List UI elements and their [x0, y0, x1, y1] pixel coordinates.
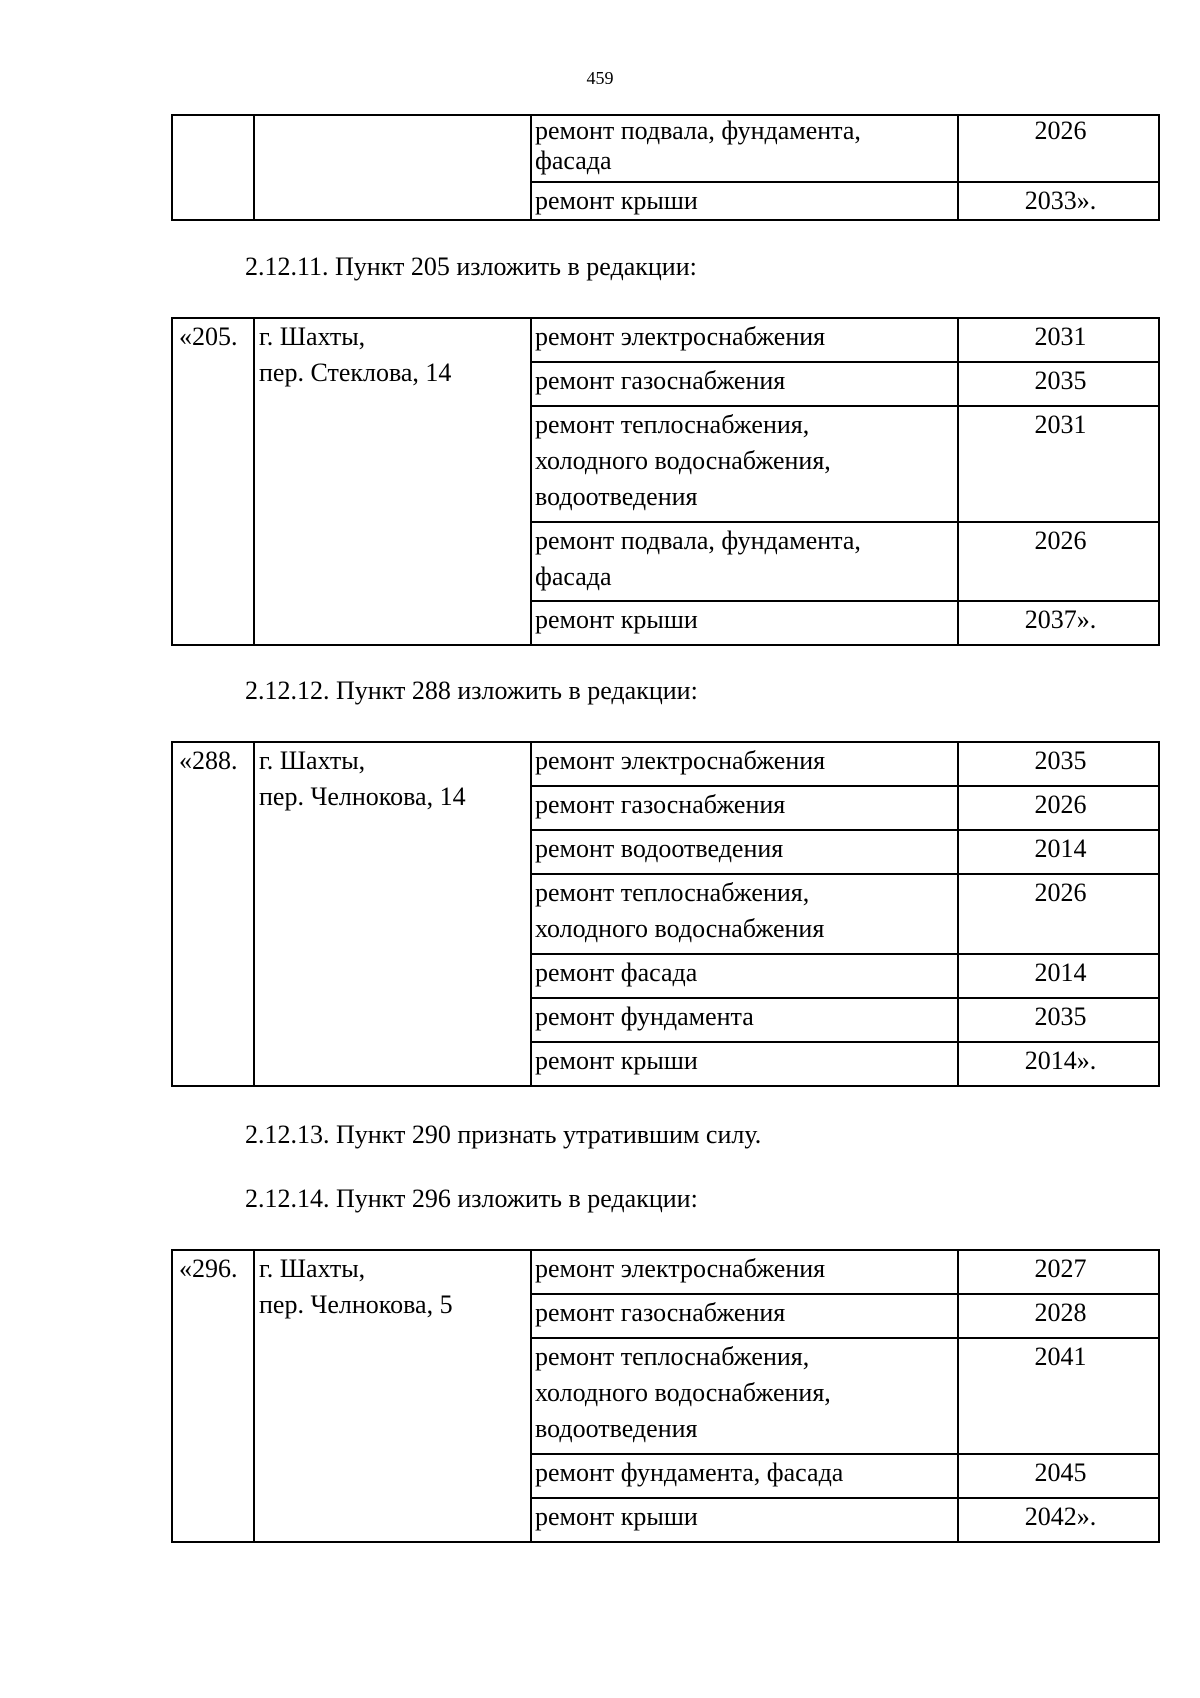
item-288-table	[171, 741, 1160, 1087]
year-cell: 2035	[958, 362, 1159, 406]
repeal-paragraph: 2.12.13. Пункт 290 признать утратившим силу.	[245, 1120, 762, 1149]
year-cell: 2027	[958, 1250, 1159, 1294]
work-cell: ремонт теплоснабжения, холодного водоснабжения, водоотведения	[531, 1338, 958, 1454]
work-cell: ремонт фундамента	[531, 998, 958, 1042]
address-cell: г. Шахты, пер. Стеклова, 14	[254, 318, 531, 645]
address-cell	[254, 115, 531, 220]
work-cell: ремонт крыши	[531, 1498, 958, 1542]
year-cell: 2042».	[958, 1498, 1159, 1542]
work-cell: ремонт электроснабжения	[531, 742, 958, 786]
year-cell: 2045	[958, 1454, 1159, 1498]
year-cell: 2041	[958, 1338, 1159, 1454]
table-row	[172, 742, 1159, 786]
year-cell: 2026	[958, 522, 1159, 601]
continuation-table	[171, 114, 1160, 221]
year-cell: 2014».	[958, 1042, 1159, 1086]
work-cell: ремонт теплоснабжения, холодного водоснабжения, водоотведения	[531, 406, 958, 522]
work-cell: ремонт газоснабжения	[531, 362, 958, 406]
year-cell: 2035	[958, 998, 1159, 1042]
work-cell: ремонт подвала, фундамента, фасада	[531, 522, 958, 601]
section-heading: 2.12.14. Пункт 296 изложить в редакции:	[245, 1184, 698, 1213]
work-cell: ремонт крыши	[531, 601, 958, 645]
year-cell: 2033».	[958, 182, 1159, 220]
work-cell: ремонт электроснабжения	[531, 318, 958, 362]
item-number-cell: «288.	[172, 742, 254, 1086]
year-cell: 2035	[958, 742, 1159, 786]
work-cell: ремонт электроснабжения	[531, 1250, 958, 1294]
item-number-cell: «296.	[172, 1250, 254, 1542]
work-cell: ремонт подвала, фундамента, фасада	[531, 115, 958, 182]
section-heading: 2.12.12. Пункт 288 изложить в редакции:	[245, 676, 698, 705]
work-cell: ремонт газоснабжения	[531, 1294, 958, 1338]
table-row	[172, 115, 1159, 182]
item-296-table	[171, 1249, 1160, 1543]
address-cell: г. Шахты, пер. Челнокова, 5	[254, 1250, 531, 1542]
item-number-cell	[172, 115, 254, 220]
table-row	[172, 318, 1159, 362]
item-number-cell: «205.	[172, 318, 254, 645]
address-cell: г. Шахты, пер. Челнокова, 14	[254, 742, 531, 1086]
work-cell: ремонт газоснабжения	[531, 786, 958, 830]
year-cell: 2014	[958, 954, 1159, 998]
work-cell: ремонт водоотведения	[531, 830, 958, 874]
page-number: 459	[586, 68, 614, 88]
year-cell: 2028	[958, 1294, 1159, 1338]
table-row	[172, 1250, 1159, 1294]
year-cell: 2014	[958, 830, 1159, 874]
work-cell: ремонт крыши	[531, 182, 958, 220]
year-cell: 2026	[958, 874, 1159, 954]
year-cell: 2031	[958, 406, 1159, 522]
year-cell: 2037».	[958, 601, 1159, 645]
work-cell: ремонт крыши	[531, 1042, 958, 1086]
year-cell: 2026	[958, 786, 1159, 830]
section-heading: 2.12.11. Пункт 205 изложить в редакции:	[245, 252, 697, 281]
year-cell: 2026	[958, 115, 1159, 182]
work-cell: ремонт теплоснабжения, холодного водоснабжения	[531, 874, 958, 954]
work-cell: ремонт фасада	[531, 954, 958, 998]
work-cell: ремонт фундамента, фасада	[531, 1454, 958, 1498]
year-cell: 2031	[958, 318, 1159, 362]
item-205-table	[171, 317, 1160, 646]
